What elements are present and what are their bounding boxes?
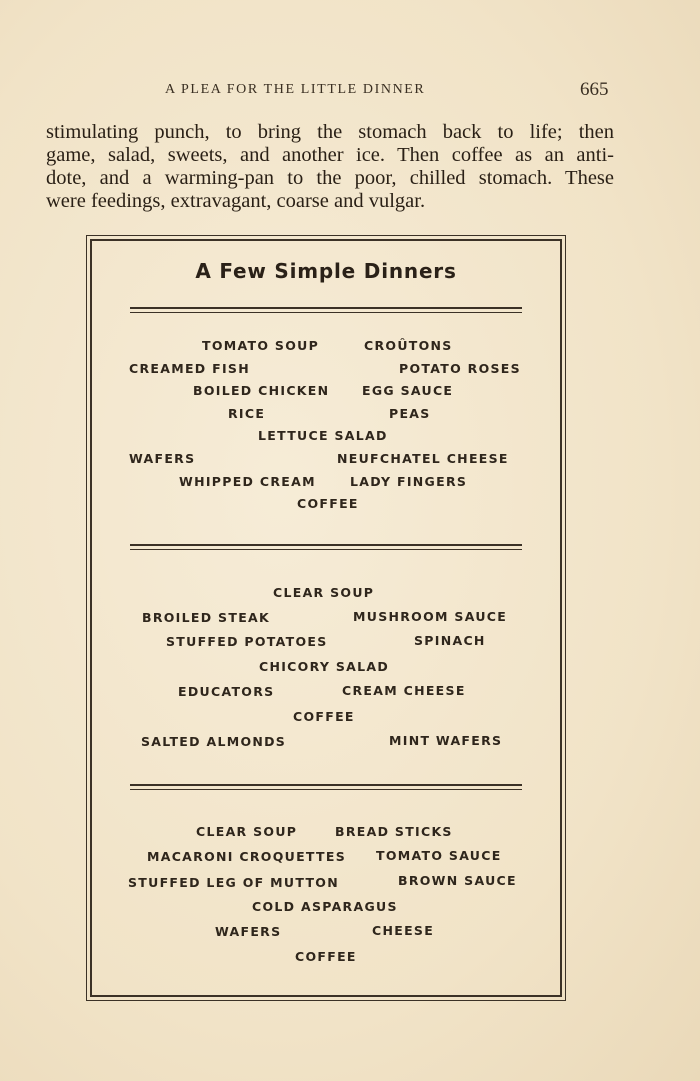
menu-item: CHICORY SALAD: [259, 659, 390, 674]
menu-item: LADY FINGERS: [350, 474, 468, 489]
menu-item: EGG SAUCE: [362, 383, 454, 398]
menu-item: LETTUCE SALAD: [258, 428, 388, 443]
menu-item: MACARONI CROQUETTES: [147, 849, 346, 864]
menu-item: TOMATO SOUP: [202, 338, 320, 353]
menu-box: [90, 239, 562, 997]
menu-item: RICE: [228, 406, 266, 421]
menu-item: TOMATO SAUCE: [376, 848, 502, 863]
body-line: stimulating punch, to bring the stomach back to life; then: [46, 121, 614, 143]
menu-item: WAFERS: [215, 924, 282, 939]
menu-item: STUFFED POTATOES: [166, 634, 328, 649]
menu-item: SALTED ALMONDS: [141, 734, 287, 749]
body-line: dote, and a warming-pan to the poor, chilled stomach. These: [46, 167, 614, 189]
menu-item: CREAM CHEESE: [342, 683, 466, 698]
menu-item: WAFERS: [129, 451, 196, 466]
body-line: were feedings, extravagant, coarse and vulgar.: [46, 190, 426, 212]
menu-item: EDUCATORS: [178, 684, 275, 699]
menu-item: CLEAR SOUP: [273, 585, 375, 600]
body-paragraph: [46, 121, 614, 213]
menu-item: CROÛTONS: [364, 338, 453, 353]
running-head-title: A PLEA FOR THE LITTLE DINNER: [165, 82, 426, 97]
menu-item: SPINACH: [414, 633, 486, 648]
menu-item: COFFEE: [295, 949, 357, 964]
menu-item: COLD ASPARAGUS: [252, 899, 398, 914]
menu-item: COFFEE: [297, 496, 359, 511]
menu-item: BOILED CHICKEN: [193, 383, 330, 398]
menu-item: BREAD STICKS: [335, 824, 453, 839]
running-head: [0, 79, 700, 102]
menu-box-title: A Few Simple Dinners: [195, 259, 457, 283]
menu-item: CLEAR SOUP: [196, 824, 298, 839]
page-number: 665: [580, 79, 609, 100]
menu-item: COFFEE: [293, 709, 355, 724]
menu-item: MINT WAFERS: [389, 733, 503, 748]
menu-item: CREAMED FISH: [129, 361, 250, 376]
menu-item: NEUFCHATEL CHEESE: [337, 451, 509, 466]
menu-item: CHEESE: [372, 923, 435, 938]
menu-item: MUSHROOM SAUCE: [353, 609, 508, 624]
menu-item: BROILED STEAK: [142, 610, 270, 625]
menu-item: WHIPPED CREAM: [179, 474, 316, 489]
menu-item: BROWN SAUCE: [398, 873, 517, 888]
body-line: game, salad, sweets, and another ice. Then coffee as an anti-: [46, 144, 614, 166]
divider-rule: [130, 307, 522, 313]
menu-item: POTATO ROSES: [399, 361, 521, 376]
menu-item: STUFFED LEG OF MUTTON: [128, 875, 339, 890]
divider-rule: [130, 544, 522, 550]
menu-item: PEAS: [389, 406, 431, 421]
divider-rule: [130, 784, 522, 790]
